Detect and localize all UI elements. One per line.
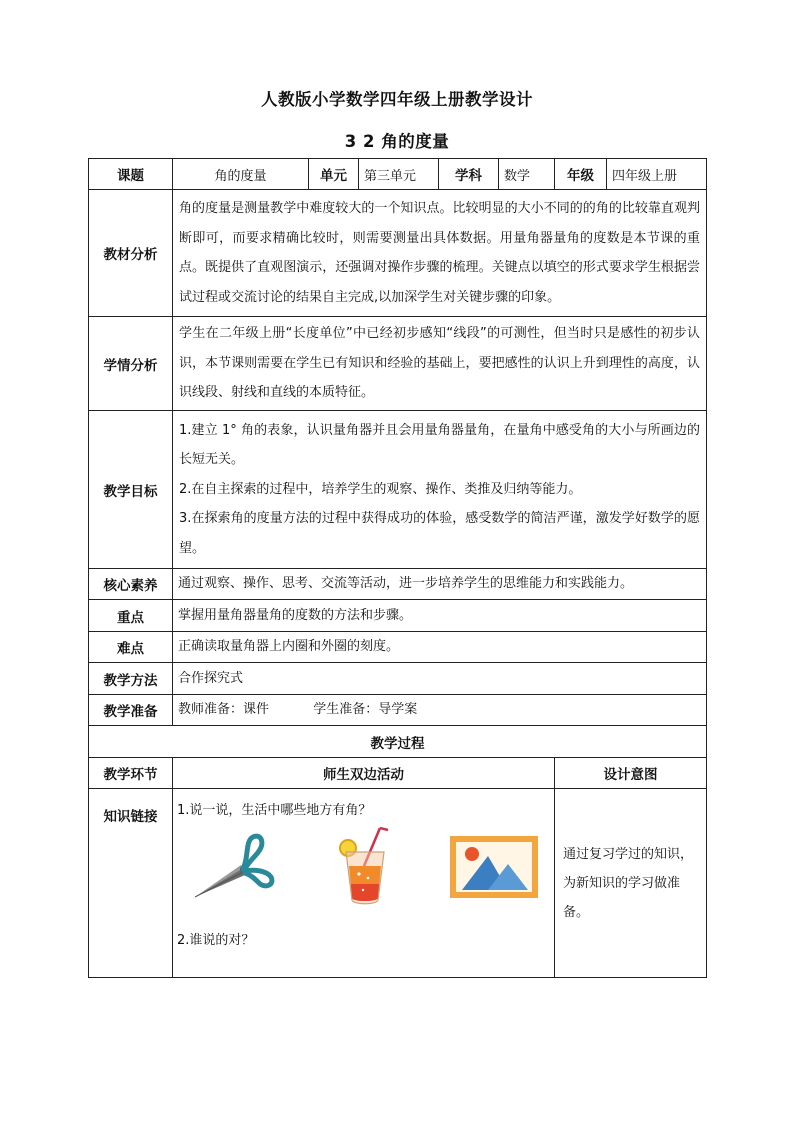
difficulty-text: 正确读取量角器上内圈和外圈的刻度。: [173, 632, 707, 663]
objective-item: 1.建立 1° 角的表象，认识量角器并且会用量角器量角，在量角中感受角的大小与所画边的长短无关。: [179, 422, 700, 468]
intent-column-header: 设计意图: [555, 758, 707, 789]
info-row: [89, 159, 707, 190]
preparation-row: [89, 695, 707, 726]
subject-value: 数学: [499, 159, 555, 190]
grade-label: 年级: [555, 159, 607, 190]
objectives-label: 教学目标: [89, 411, 173, 569]
teacher-preparation: 教师准备：课件: [178, 702, 270, 717]
key-point-row: [89, 600, 707, 632]
process-header-row: [89, 758, 707, 789]
unit-label: 单元: [309, 159, 359, 190]
process-title-row: [89, 726, 707, 758]
objective-item: 3.在探索角的度量方法的过程中获得成功的体验，感受数学的简洁严谨，激发学好数学的愿望。: [179, 511, 700, 556]
lesson-plan-table: [88, 158, 707, 978]
method-row: [89, 663, 707, 695]
grade-value: 四年级上册: [607, 159, 707, 190]
process-row: [89, 789, 707, 978]
document-title: 人教版小学数学四年级上册教学设计: [261, 90, 533, 109]
objectives-row: [89, 411, 707, 569]
picture-frame-icon: [448, 834, 540, 900]
scissors-icon: [189, 829, 279, 905]
difficulty-label: 难点: [89, 632, 173, 663]
objectives-list: [173, 411, 707, 569]
textbook-analysis-row: [89, 190, 707, 317]
process-title: 教学过程: [89, 726, 707, 758]
preparation-label: 教学准备: [89, 695, 173, 726]
method-label: 教学方法: [89, 663, 173, 695]
objective-item: 2.在自主探索的过程中，培养学生的观察、操作、类推及归纳等能力。: [179, 481, 582, 497]
student-preparation: 学生准备：导学案: [313, 702, 418, 717]
textbook-analysis-text: 角的度量是测量教学中难度较大的一个知识点。比较明显的大小不同的的角的比较靠直观判断即可，而要求精确比较时，则需要测量出具体数据。用量角器量角的度数是本节课的重点。既提供了直观图演示，还强调对操作步骤的梳理。关键点以填空的形式要求学生根据尝试过程或交流讨论的结果自主完成,以加深学生对关键步骤的印象。: [173, 190, 707, 317]
student-analysis-row: [89, 317, 707, 411]
stage-cell: [89, 789, 173, 978]
core-literacy-text: 通过观察、操作、思考、交流等活动，进一步培养学生的思维能力和实践能力。: [173, 569, 707, 600]
method-text: 合作探究式: [173, 663, 707, 695]
textbook-analysis-label: 教材分析: [89, 190, 173, 317]
juice-glass-icon: [334, 826, 394, 908]
student-analysis-label: 学情分析: [89, 317, 173, 411]
stage-label: 知识链接: [103, 809, 158, 825]
difficulty-row: [89, 632, 707, 663]
student-analysis-text: 学生在二年级上册“长度单位”中已经初步感知“线段”的可测性，但当时只是感性的初步认识，本节课则需要在学生已有知识和经验的基础上，要把感性的认识上升到理性的高度，认识线段、射线和直线的本质特征。: [173, 317, 707, 411]
document-subtitle: 3 2 角的度量: [344, 132, 450, 151]
core-literacy-label: 核心素养: [89, 569, 173, 600]
key-point-text: 掌握用量角器量角的度数的方法和步骤。: [173, 600, 707, 632]
activity-question-1: 1.说一说，生活中哪些地方有角？: [177, 803, 372, 818]
preparation-text: [173, 695, 707, 726]
activity-question-2: 2.谁说的对？: [177, 933, 255, 948]
stage-column-header: 教学环节: [89, 758, 173, 789]
activity-column-header: 师生双边活动: [173, 758, 555, 789]
subject-label: 学科: [439, 159, 499, 190]
core-literacy-row: [89, 569, 707, 600]
key-point-label: 重点: [89, 600, 173, 632]
unit-value: 第三单元: [359, 159, 439, 190]
image-row: [177, 821, 550, 913]
topic-value: 角的度量: [173, 159, 309, 190]
activity-cell: [173, 789, 555, 978]
topic-label: 课题: [89, 159, 173, 190]
intent-text: 通过复习学过的知识，为新知识的学习做准备。: [555, 789, 707, 978]
